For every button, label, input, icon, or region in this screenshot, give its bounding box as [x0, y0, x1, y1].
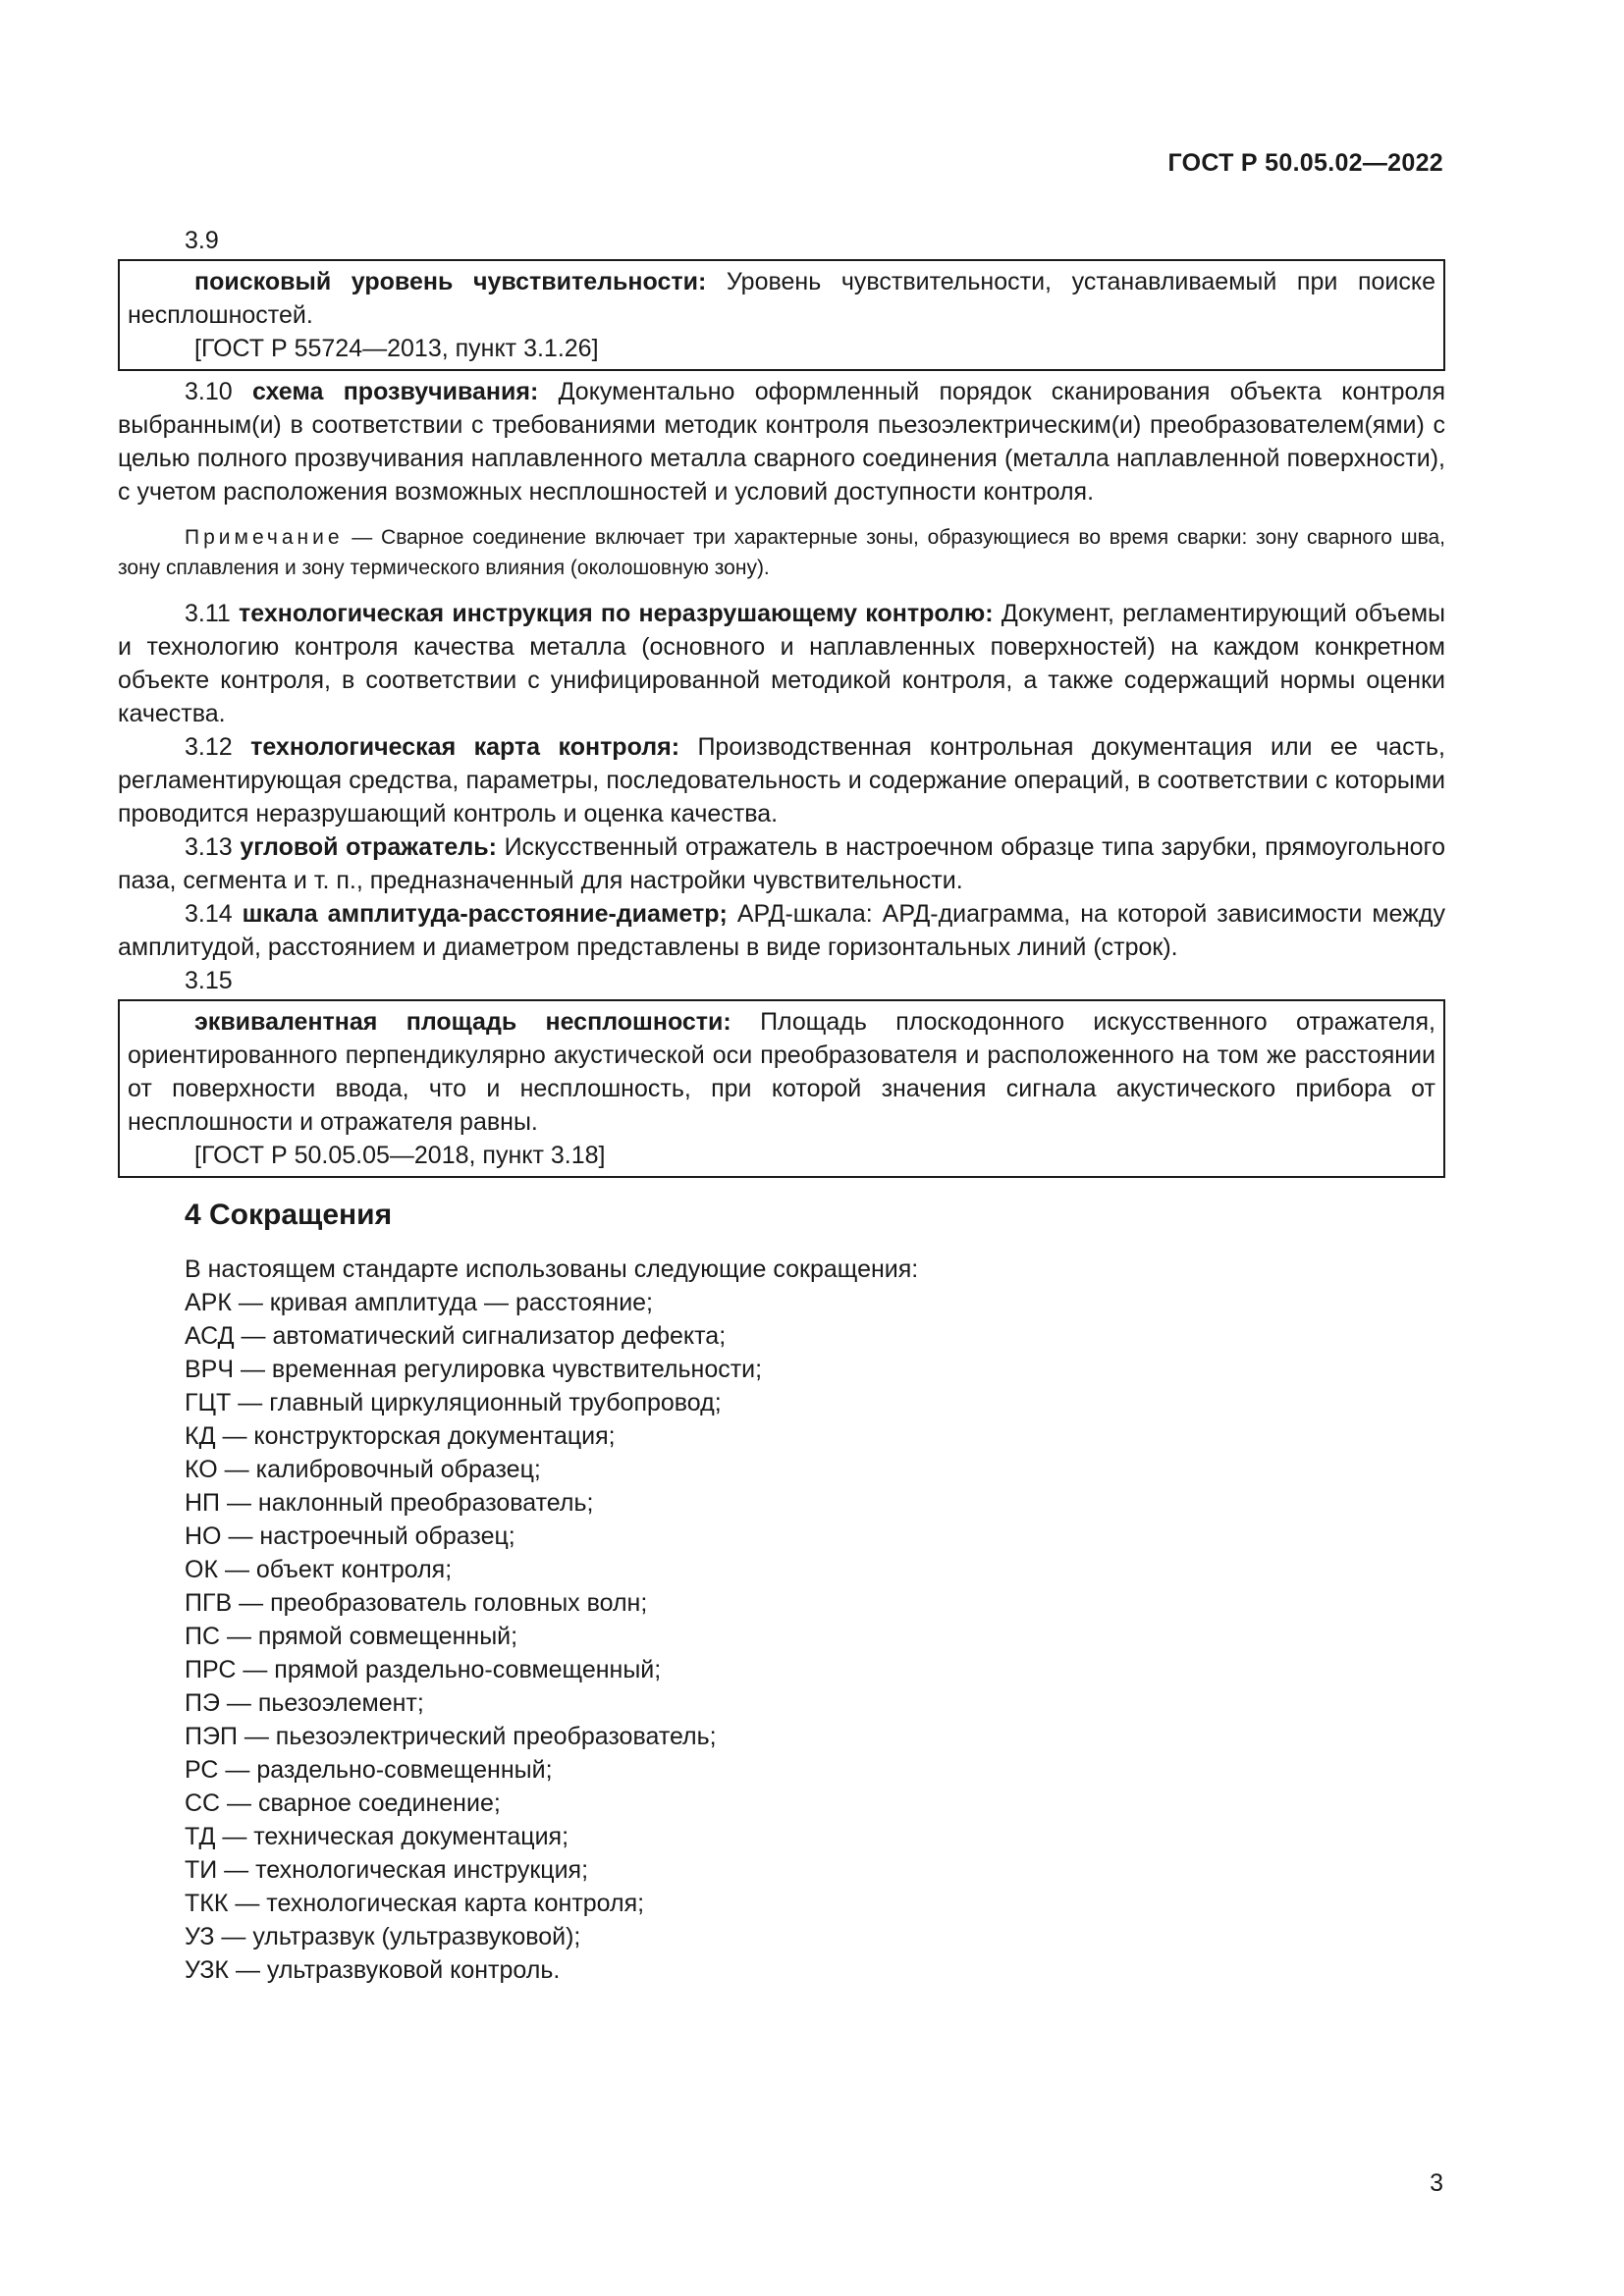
list-item: ОК — объект контроля;	[185, 1556, 453, 1583]
list-item: ПГВ — преобразователь головных волн;	[185, 1589, 648, 1617]
definition-reference-3-9: [ГОСТ Р 55724—2013, пункт 3.1.26]	[194, 335, 599, 362]
list-item: ГЦТ — главный циркуляционный трубопровод;	[185, 1389, 722, 1416]
term-3-12: технологическая карта контроля:	[250, 733, 680, 761]
definition-text-3-15: Площадь плоскодонного искусственного отражателя, ориентированного перпендикулярно акустической оси преобразователя и расположенного на том же расстоянии от поверхности ввода, что и несплошность, при которой значения сигнала акустического прибора от несплошности и отражателя равны.	[128, 1008, 1435, 1136]
list-item: КД — конструкторская документация;	[185, 1422, 616, 1450]
definition-text-3-10: Документально оформленный порядок сканирования объекта контроля выбранным(и) в соответствии с требованиями методик контроля пьезоэлектрическим(и) преобразователем(ями) с целью полного прозвучивания наплавленного металла сварного соединения (металла наплавленной поверхности), с учетом расположения возможных несплошностей и условий доступности контроля.	[118, 378, 1445, 506]
term-3-13: угловой отражатель:	[240, 833, 497, 861]
definition-3-15	[128, 1005, 1435, 1139]
definition-3-9	[128, 265, 1435, 332]
definition-text-3-14: АРД-шкала: АРД-диаграмма, на которой зависимости между амплитудой, расстоянием и диаметром представлены в виде горизонтальных линий (строк).	[118, 900, 1445, 961]
list-item: ПЭП — пьезоэлектрический преобразователь;	[185, 1723, 717, 1750]
definition-number-3-14: 3.14	[185, 900, 243, 928]
section-title-abbreviations: 4 Сокращения	[185, 1199, 393, 1231]
term-3-14: шкала амплитуда-расстояние-диаметр;	[242, 900, 728, 928]
abbreviations-list	[118, 1286, 1445, 1987]
definition-number-3-11: 3.11	[185, 600, 240, 627]
document-code-header: ГОСТ Р 50.05.02—2022	[1167, 149, 1443, 177]
term-3-15: эквивалентная площадь несплошности:	[194, 1008, 731, 1036]
definition-3-10	[118, 375, 1445, 508]
list-item: ПЭ — пьезоэлемент;	[185, 1689, 424, 1717]
definition-3-13	[118, 830, 1445, 897]
note-3-10	[118, 522, 1445, 583]
definition-3-14	[118, 897, 1445, 964]
list-item: ВРЧ — временная регулировка чувствительности;	[185, 1356, 763, 1383]
term-3-11: технологическая инструкция по неразрушающему контролю:	[239, 600, 994, 627]
list-item: ТД — техническая документация;	[185, 1823, 569, 1850]
term-3-9: поисковый уровень чувствительности:	[194, 268, 707, 295]
definition-number-3-13: 3.13	[185, 833, 241, 861]
list-item: АСД — автоматический сигнализатор дефекта;	[185, 1322, 727, 1350]
note-label: Примечание	[185, 526, 344, 549]
list-item: ТИ — технологическая инструкция;	[185, 1856, 589, 1884]
definition-number-3-10: 3.10	[185, 378, 252, 405]
definition-text-3-13: Искусственный отражатель в настроечном образце типа зарубки, прямоугольного паза, сегмента и т. п., предназначенный для настройки чувствительности.	[118, 833, 1445, 894]
definition-3-11	[118, 597, 1445, 730]
list-item: УЗК — ультразвуковой контроль.	[185, 1956, 561, 1984]
document-body	[118, 224, 1445, 1987]
term-3-10: схема прозвучивания:	[251, 378, 539, 405]
definition-box-3-15	[118, 999, 1445, 1178]
definition-box-3-9	[118, 259, 1445, 371]
definition-text-3-12: Производственная контрольная документация или ее часть, регламентирующая средства, параметры, последовательность и содержание операций, в соответствии с которыми проводится неразрушающий контроль и оценка качества.	[118, 733, 1446, 828]
definition-reference-3-15: [ГОСТ Р 50.05.05—2018, пункт 3.18]	[194, 1142, 606, 1169]
list-item: КО — калибровочный образец;	[185, 1456, 541, 1483]
definition-text-3-9: Уровень чувствительности, устанавливаемый при поиске несплошностей.	[128, 268, 1435, 329]
list-item: ТКК — технологическая карта контроля;	[185, 1890, 645, 1917]
page-number: 3	[1430, 2169, 1443, 2197]
list-item: ПС — прямой совмещенный;	[185, 1623, 518, 1650]
definition-number-3-9: 3.9	[185, 227, 219, 254]
list-item: НО — настроечный образец;	[185, 1522, 515, 1550]
definition-3-12	[118, 730, 1445, 830]
list-item: НП — наклонный преобразователь;	[185, 1489, 594, 1517]
list-item: РС — раздельно-совмещенный;	[185, 1756, 553, 1784]
abbreviations-intro: В настоящем стандарте использованы следующие сокращения:	[185, 1255, 919, 1283]
note-text: — Сварное соединение включает три характерные зоны, образующиеся во время сварки: зону сварного шва, зону сплавления и зону термического влияния (околошовную зону).	[118, 526, 1445, 579]
list-item: СС — сварное соединение;	[185, 1789, 501, 1817]
list-item: ПРС — прямой раздельно-совмещенный;	[185, 1656, 662, 1683]
definition-number-3-12: 3.12	[185, 733, 251, 761]
list-item: УЗ — ультразвук (ультразвуковой);	[185, 1923, 581, 1950]
list-item: АРК — кривая амплитуда — расстояние;	[185, 1289, 654, 1316]
definition-text-3-11: Документ, регламентирующий объемы и технологию контроля качества металла (основного и наплавленных поверхностей) на каждом конкретном объекте контроля, в соответствии с унифицированной методикой контроля, а также содержащий нормы оценки качества.	[118, 600, 1446, 727]
definition-number-3-15: 3.15	[185, 967, 233, 994]
